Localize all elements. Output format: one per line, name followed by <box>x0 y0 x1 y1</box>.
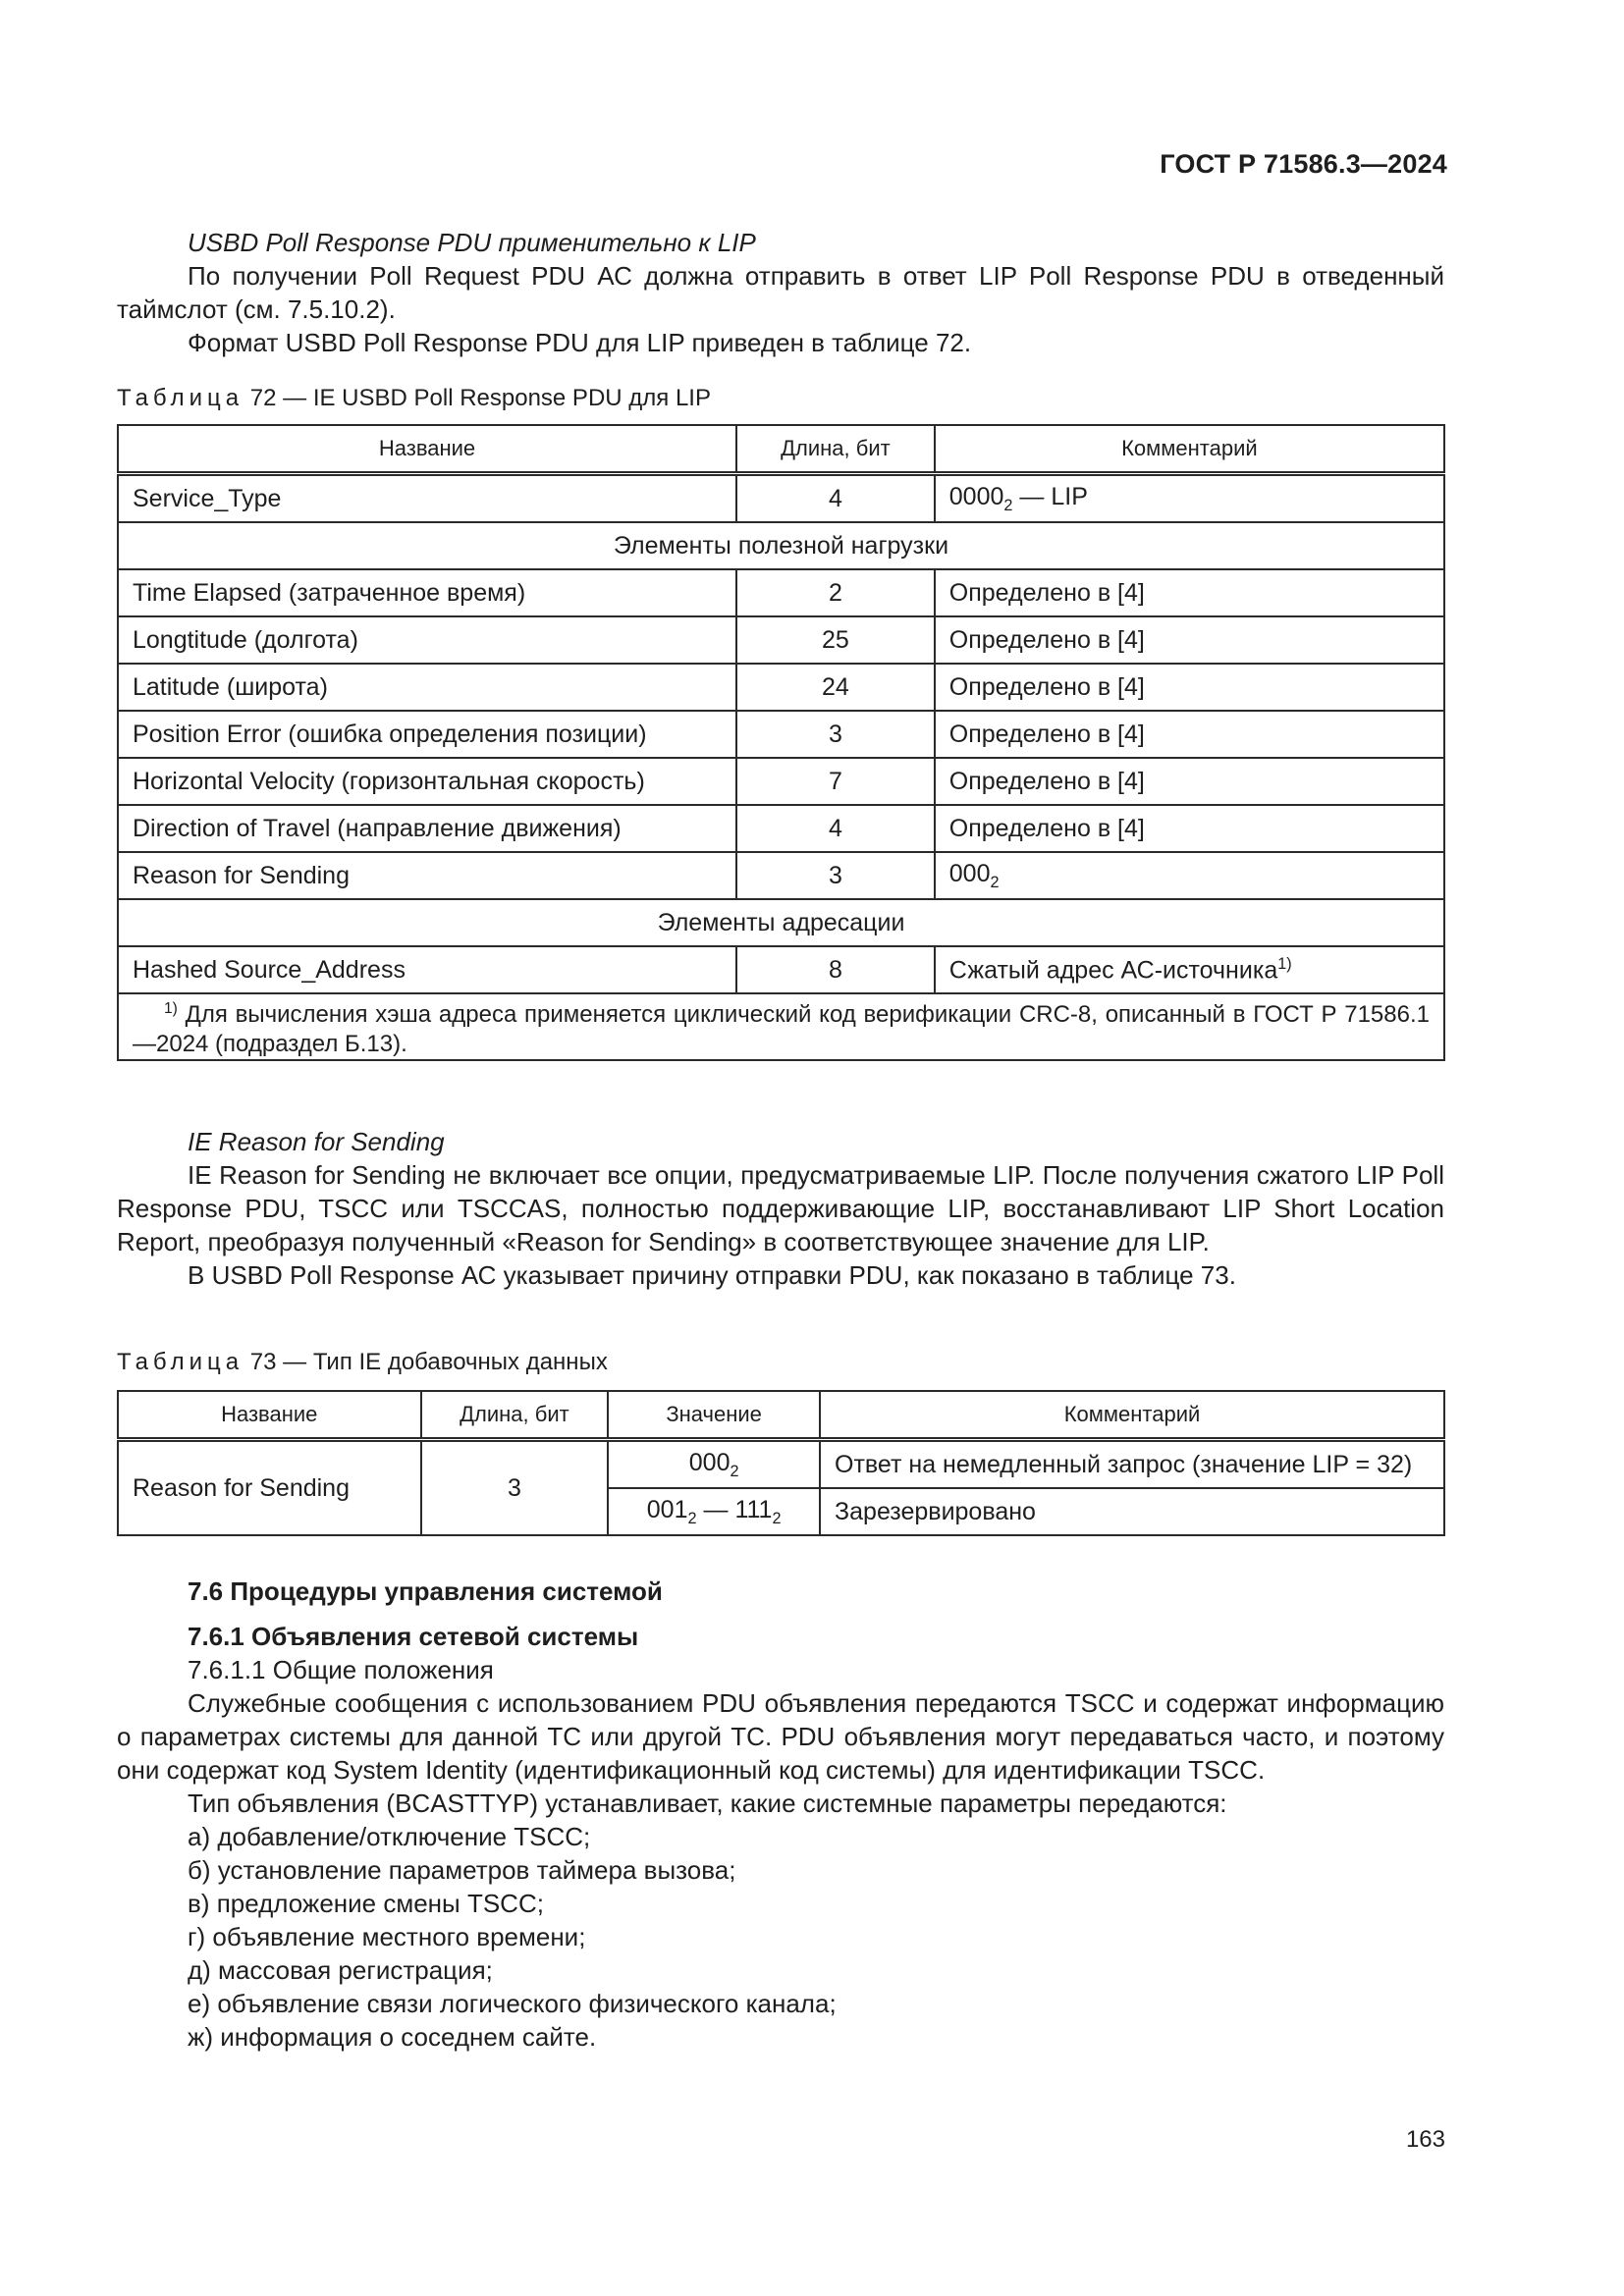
table73-header-comment: Комментарий <box>820 1391 1444 1440</box>
cell-name: Direction of Travel (направление движения) <box>118 805 736 852</box>
list-item: д) массовая регистрация; <box>188 1955 493 1985</box>
table73-header-value: Значение <box>608 1391 820 1440</box>
cell-name: Service_Type <box>118 474 736 523</box>
cell-comment: Определено в [4] <box>935 711 1444 758</box>
section-7-6-paragraph-2: Тип объявления (BCASTTYP) устанавливает, какие системные параметры передаются: <box>188 1789 1227 1818</box>
table72-header-comment: Комментарий <box>935 425 1444 474</box>
cell-comment: Определено в [4] <box>935 758 1444 805</box>
table72-header-length: Длина, бит <box>736 425 935 474</box>
table72-caption-prefix: Таблица <box>117 385 244 411</box>
cell-name: Time Elapsed (затраченное время) <box>118 569 736 616</box>
cell-name: Longtitude (долгота) <box>118 616 736 664</box>
cell-name: Latitude (широта) <box>118 664 736 711</box>
section-7-6-1-heading: 7.6.1 Объявления сетевой системы <box>188 1622 639 1651</box>
table73-header-row <box>118 1391 1444 1440</box>
cell-comment: $0000_2$ — LIP <box>935 474 1444 523</box>
cell-name: Hashed Source_Address <box>118 946 736 993</box>
list-item: г) объявление местного времени; <box>188 1922 586 1951</box>
cell-name: Reason for Sending <box>118 1440 421 1536</box>
cell-length: 4 <box>736 805 935 852</box>
table-row <box>118 946 1444 993</box>
cell-comment: Определено в [4] <box>935 616 1444 664</box>
table73-caption-text: 73 — Тип IE добавочных данных <box>249 1349 608 1375</box>
cell-comment: Зарезервировано <box>820 1488 1444 1535</box>
table-row <box>118 474 1444 523</box>
list-item: ж) информация о соседнем сайте. <box>188 2022 597 2052</box>
table72-footnote: $^{1)}$ Для вычисления хэша адреса применяется циклический код верификации CRC-8, описанный в ГОСТ Р 71586.1—2024 (подраздел Б.13). <box>118 993 1444 1060</box>
table72-caption-text: 72 — IE USBD Poll Response PDU для LIP <box>249 385 711 411</box>
table73-header-name: Название <box>118 1391 421 1440</box>
table-row <box>118 616 1444 664</box>
group-payload-label: Элементы полезной нагрузки <box>118 522 1444 569</box>
section-7-6-paragraph-1: Служебные сообщения с использованием PDU объявления передаются TSCC и содержат информацию о параметрах системы для данной ТС или другой ТС. PDU объявления могут передаваться часто, и поэтому они содержат код System Identity (идентификационный код системы) для идентификации TSCC. <box>117 1688 1444 1785</box>
cell-length: 3 <box>421 1440 609 1536</box>
cell-comment: Определено в [4] <box>935 569 1444 616</box>
table72-footnote-row <box>118 993 1444 1060</box>
group-address-label: Элементы адресации <box>118 899 1444 946</box>
page-number: 163 <box>1405 2126 1445 2153</box>
table-72 <box>117 424 1445 1061</box>
cell-comment: Определено в [4] <box>935 805 1444 852</box>
cell-length: 8 <box>736 946 935 993</box>
reason-section <box>117 1125 1444 1292</box>
table72-header-row <box>118 425 1444 474</box>
cell-length: 7 <box>736 758 935 805</box>
clause-7-6-1-1: 7.6.1.1 Общие положения <box>188 1655 494 1684</box>
list-item: б) установление параметров таймера вызова; <box>188 1855 736 1885</box>
cell-comment: Определено в [4] <box>935 664 1444 711</box>
table72-header-name: Название <box>118 425 736 474</box>
cell-value: $001_2$ — $111_2$ <box>608 1488 820 1535</box>
table-group-row <box>118 522 1444 569</box>
cell-length: 25 <box>736 616 935 664</box>
cell-name: Reason for Sending <box>118 852 736 899</box>
poll-response-subheading: USBD Poll Response PDU применительно к LIP <box>188 228 756 257</box>
cell-comment: Ответ на немедленный запрос (значение LIP = 32) <box>820 1440 1444 1489</box>
cell-length: 4 <box>736 474 935 523</box>
table73-caption <box>117 1349 608 1376</box>
reason-paragraph-2: В USBD Poll Response АС указывает причину отправки PDU, как показано в таблице 73. <box>188 1260 1236 1290</box>
cell-name: Horizontal Velocity (горизонтальная скорость) <box>118 758 736 805</box>
cell-length: 24 <box>736 664 935 711</box>
table-group-row <box>118 899 1444 946</box>
table-row <box>118 758 1444 805</box>
cell-value: $000_2$ <box>608 1440 820 1489</box>
table-row <box>118 852 1444 899</box>
section-7-6 <box>117 1575 1444 2054</box>
table-row <box>118 569 1444 616</box>
table-row <box>118 1440 1444 1489</box>
cell-length: 2 <box>736 569 935 616</box>
table72-caption <box>117 385 711 412</box>
cell-comment: Сжатый адрес АС-источника$^{1)}$ <box>935 946 1444 993</box>
cell-name: Position Error (ошибка определения позиции) <box>118 711 736 758</box>
cell-comment: $000_2$ <box>935 852 1444 899</box>
table-row <box>118 711 1444 758</box>
intro-paragraph-1: По получении Poll Request PDU АС должна отправить в ответ LIP Poll Response PDU в отведенный таймслот (см. 7.5.10.2). <box>117 261 1444 324</box>
cell-length: 3 <box>736 852 935 899</box>
intro-paragraph-2: Формат USBD Poll Response PDU для LIP приведен в таблице 72. <box>188 328 972 357</box>
table-row <box>118 664 1444 711</box>
table-row <box>118 805 1444 852</box>
table-73 <box>117 1390 1445 1536</box>
section-7-6-heading: 7.6 Процедуры управления системой <box>188 1576 663 1606</box>
list-item: в) предложение смены TSCC; <box>188 1889 544 1918</box>
list-item: а) добавление/отключение TSCC; <box>188 1822 591 1851</box>
cell-length: 3 <box>736 711 935 758</box>
table73-header-length: Длина, бит <box>421 1391 609 1440</box>
reason-paragraph-1: IE Reason for Sending не включает все опции, предусматриваемые LIP. После получения сжатого LIP Poll Response PDU, TSCC или TSCCAS, полностью поддерживающие LIP, восстанавливают LIP Short Location Report, преобразуя полученный «Reason for Sending» в соответствующее значение для LIP. <box>117 1160 1444 1256</box>
standard-header: ГОСТ Р 71586.3—2024 <box>1160 149 1447 179</box>
reason-subheading: IE Reason for Sending <box>188 1127 445 1156</box>
table73-caption-prefix: Таблица <box>117 1349 244 1375</box>
intro-block <box>117 226 1444 359</box>
list-item: е) объявление связи логического физического канала; <box>188 1989 837 2018</box>
